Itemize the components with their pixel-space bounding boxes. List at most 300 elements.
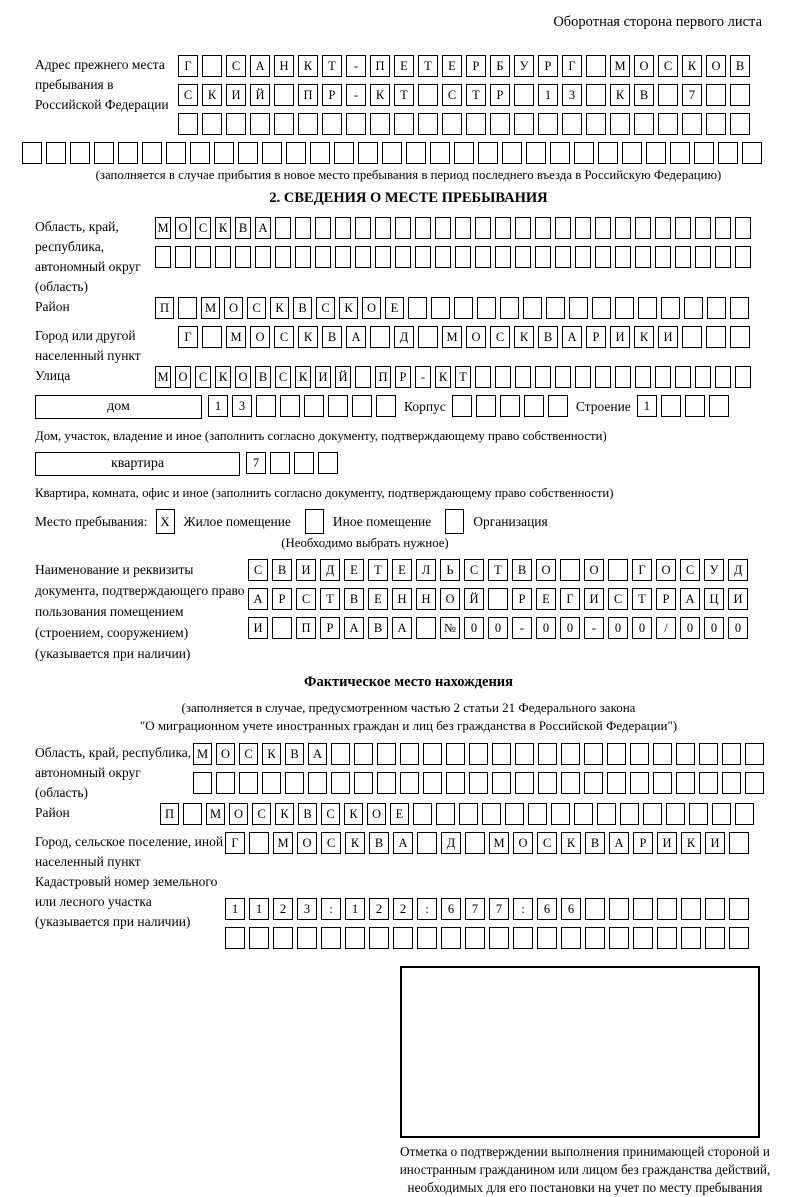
char-box[interactable] <box>413 803 432 825</box>
char-box[interactable]: И <box>705 832 725 854</box>
char-box[interactable] <box>658 84 678 106</box>
char-box[interactable]: О <box>224 297 243 319</box>
char-box[interactable]: С <box>490 326 510 348</box>
char-box[interactable]: Р <box>395 366 411 388</box>
char-box[interactable] <box>555 366 571 388</box>
char-box[interactable] <box>455 217 471 239</box>
char-box[interactable] <box>730 326 750 348</box>
char-box[interactable]: С <box>195 217 211 239</box>
char-box[interactable]: Г <box>225 832 245 854</box>
char-box[interactable]: И <box>728 588 748 610</box>
char-box[interactable] <box>515 366 531 388</box>
char-box[interactable]: П <box>296 617 316 639</box>
char-box[interactable]: К <box>262 743 281 765</box>
char-box[interactable] <box>415 217 431 239</box>
char-box[interactable] <box>595 366 611 388</box>
char-box[interactable] <box>742 142 762 164</box>
char-box[interactable]: С <box>178 84 198 106</box>
char-box[interactable]: Г <box>562 55 582 77</box>
char-box[interactable] <box>561 743 580 765</box>
char-box[interactable] <box>393 927 413 949</box>
char-box[interactable] <box>523 297 542 319</box>
char-box[interactable] <box>465 832 485 854</box>
char-box[interactable]: М <box>193 743 212 765</box>
char-box[interactable] <box>633 927 653 949</box>
char-box[interactable]: И <box>296 559 316 581</box>
char-box[interactable]: Т <box>455 366 471 388</box>
char-box[interactable] <box>331 743 350 765</box>
char-box[interactable] <box>331 772 350 794</box>
char-box[interactable] <box>294 452 314 474</box>
char-box[interactable] <box>190 142 210 164</box>
char-box[interactable] <box>308 772 327 794</box>
char-box[interactable]: Ц <box>704 588 724 610</box>
char-box[interactable]: М <box>489 832 509 854</box>
char-box[interactable]: И <box>658 326 678 348</box>
char-box[interactable]: 2 <box>393 898 413 920</box>
char-box[interactable] <box>216 772 235 794</box>
char-box[interactable]: 7 <box>246 452 266 474</box>
char-box[interactable] <box>515 772 534 794</box>
char-box[interactable] <box>548 395 568 417</box>
char-box[interactable] <box>538 743 557 765</box>
char-box[interactable]: К <box>345 832 365 854</box>
char-box[interactable] <box>298 113 318 135</box>
char-box[interactable] <box>442 113 462 135</box>
char-box[interactable] <box>670 142 690 164</box>
char-box[interactable]: Т <box>394 84 414 106</box>
char-box[interactable] <box>730 297 749 319</box>
char-box[interactable] <box>492 743 511 765</box>
char-box[interactable] <box>608 559 628 581</box>
char-box[interactable] <box>676 772 695 794</box>
char-box[interactable] <box>166 142 186 164</box>
char-box[interactable]: - <box>584 617 604 639</box>
char-box[interactable]: С <box>296 588 316 610</box>
char-box[interactable]: 7 <box>489 898 509 920</box>
char-box[interactable] <box>569 297 588 319</box>
char-box[interactable]: В <box>344 588 364 610</box>
char-box[interactable]: О <box>229 803 248 825</box>
char-box[interactable] <box>555 246 571 268</box>
char-box[interactable] <box>285 772 304 794</box>
char-box[interactable] <box>202 55 222 77</box>
char-box[interactable] <box>653 743 672 765</box>
char-box[interactable] <box>375 217 391 239</box>
char-box[interactable] <box>376 395 396 417</box>
char-box[interactable]: - <box>346 84 366 106</box>
char-box[interactable]: 0 <box>488 617 508 639</box>
char-box[interactable] <box>280 395 300 417</box>
char-box[interactable] <box>630 743 649 765</box>
char-box[interactable] <box>514 113 534 135</box>
char-box[interactable]: К <box>682 55 702 77</box>
char-box[interactable] <box>249 927 269 949</box>
char-box[interactable] <box>408 297 427 319</box>
char-box[interactable] <box>595 217 611 239</box>
char-box[interactable] <box>435 246 451 268</box>
char-box[interactable] <box>335 217 351 239</box>
char-box[interactable] <box>431 297 450 319</box>
char-box[interactable]: Т <box>320 588 340 610</box>
char-box[interactable] <box>675 246 691 268</box>
char-box[interactable] <box>286 142 306 164</box>
char-box[interactable] <box>335 246 351 268</box>
char-box[interactable] <box>575 246 591 268</box>
char-box[interactable]: Г <box>178 55 198 77</box>
char-box[interactable] <box>722 772 741 794</box>
char-box[interactable] <box>354 772 373 794</box>
char-box[interactable]: А <box>393 832 413 854</box>
char-box[interactable] <box>515 217 531 239</box>
char-box[interactable]: 6 <box>561 898 581 920</box>
char-box[interactable] <box>492 772 511 794</box>
char-box[interactable] <box>681 927 701 949</box>
char-box[interactable] <box>352 395 372 417</box>
char-box[interactable]: Д <box>728 559 748 581</box>
char-box[interactable] <box>584 772 603 794</box>
char-box[interactable] <box>418 113 438 135</box>
char-box[interactable] <box>452 395 472 417</box>
char-box[interactable] <box>694 142 714 164</box>
char-box[interactable]: Н <box>416 588 436 610</box>
char-box[interactable]: Г <box>178 326 198 348</box>
char-box[interactable] <box>273 927 293 949</box>
char-box[interactable]: О <box>656 559 676 581</box>
char-box[interactable] <box>355 246 371 268</box>
char-box[interactable] <box>586 113 606 135</box>
char-box[interactable] <box>699 743 718 765</box>
char-box[interactable]: С <box>247 297 266 319</box>
char-box[interactable]: У <box>514 55 534 77</box>
char-box[interactable] <box>318 452 338 474</box>
char-box[interactable]: Г <box>560 588 580 610</box>
char-box[interactable] <box>551 803 570 825</box>
char-box[interactable]: 1 <box>637 395 657 417</box>
char-box[interactable]: Е <box>392 559 412 581</box>
char-box[interactable] <box>178 297 197 319</box>
char-box[interactable]: 2 <box>369 898 389 920</box>
char-box[interactable] <box>661 395 681 417</box>
char-box[interactable] <box>535 217 551 239</box>
char-box[interactable]: М <box>155 217 171 239</box>
char-box[interactable] <box>560 559 580 581</box>
char-box[interactable]: К <box>202 84 222 106</box>
char-box[interactable]: М <box>201 297 220 319</box>
char-box[interactable] <box>304 395 324 417</box>
char-box[interactable] <box>706 326 726 348</box>
char-box[interactable]: П <box>370 55 390 77</box>
char-box[interactable]: В <box>235 217 251 239</box>
char-box[interactable]: О <box>235 366 251 388</box>
char-box[interactable]: / <box>656 617 676 639</box>
char-box[interactable] <box>706 113 726 135</box>
char-box[interactable] <box>488 588 508 610</box>
char-box[interactable] <box>722 743 741 765</box>
char-box[interactable] <box>653 772 672 794</box>
char-box[interactable] <box>142 142 162 164</box>
char-box[interactable]: Й <box>335 366 351 388</box>
char-box[interactable] <box>476 395 496 417</box>
char-box[interactable] <box>416 617 436 639</box>
char-box[interactable] <box>550 142 570 164</box>
char-box[interactable]: К <box>561 832 581 854</box>
char-box[interactable]: П <box>160 803 179 825</box>
char-box[interactable] <box>469 743 488 765</box>
char-box[interactable] <box>718 142 738 164</box>
char-box[interactable]: 7 <box>682 84 702 106</box>
char-box[interactable]: 1 <box>249 898 269 920</box>
char-box[interactable] <box>643 803 662 825</box>
char-box[interactable]: К <box>215 217 231 239</box>
char-box[interactable] <box>715 366 731 388</box>
char-box[interactable] <box>118 142 138 164</box>
char-box[interactable]: Е <box>368 588 388 610</box>
char-box[interactable] <box>455 246 471 268</box>
char-box[interactable] <box>295 217 311 239</box>
char-box[interactable] <box>195 246 211 268</box>
char-box[interactable] <box>226 113 246 135</box>
char-box[interactable] <box>178 113 198 135</box>
char-box[interactable] <box>346 113 366 135</box>
char-box[interactable]: 1 <box>225 898 245 920</box>
char-box[interactable] <box>634 113 654 135</box>
char-box[interactable] <box>418 326 438 348</box>
char-box[interactable] <box>609 927 629 949</box>
char-box[interactable] <box>477 297 496 319</box>
char-box[interactable]: Р <box>322 84 342 106</box>
char-box[interactable] <box>406 142 426 164</box>
char-box[interactable]: Е <box>536 588 556 610</box>
char-box[interactable] <box>715 217 731 239</box>
char-box[interactable]: К <box>610 84 630 106</box>
char-box[interactable]: А <box>248 588 268 610</box>
char-box[interactable] <box>400 743 419 765</box>
char-box[interactable]: О <box>706 55 726 77</box>
char-box[interactable]: 3 <box>232 395 252 417</box>
char-box[interactable]: П <box>375 366 391 388</box>
char-box[interactable] <box>538 772 557 794</box>
char-box[interactable]: Г <box>632 559 652 581</box>
char-box[interactable] <box>295 246 311 268</box>
char-box[interactable] <box>475 246 491 268</box>
char-box[interactable]: О <box>440 588 460 610</box>
char-box[interactable] <box>574 142 594 164</box>
char-box[interactable] <box>730 84 750 106</box>
char-box[interactable] <box>595 246 611 268</box>
char-box[interactable]: Е <box>394 55 414 77</box>
char-box[interactable] <box>482 803 501 825</box>
char-box[interactable]: С <box>248 559 268 581</box>
char-box[interactable] <box>377 772 396 794</box>
char-box[interactable] <box>355 366 371 388</box>
char-box[interactable] <box>615 217 631 239</box>
char-box[interactable]: - <box>512 617 532 639</box>
char-box[interactable]: С <box>464 559 484 581</box>
char-box[interactable]: И <box>584 588 604 610</box>
char-box[interactable] <box>446 772 465 794</box>
char-box[interactable] <box>745 743 764 765</box>
char-box[interactable] <box>685 395 705 417</box>
char-box[interactable] <box>655 217 671 239</box>
char-box[interactable]: К <box>270 297 289 319</box>
char-box[interactable] <box>297 927 317 949</box>
char-box[interactable] <box>22 142 42 164</box>
char-box[interactable]: Р <box>272 588 292 610</box>
char-box[interactable]: А <box>392 617 412 639</box>
char-box[interactable]: 0 <box>560 617 580 639</box>
char-box[interactable] <box>394 113 414 135</box>
char-box[interactable] <box>214 142 234 164</box>
char-box[interactable] <box>355 217 371 239</box>
char-box[interactable] <box>538 113 558 135</box>
char-box[interactable]: 3 <box>562 84 582 106</box>
char-box[interactable]: Т <box>418 55 438 77</box>
checkbox-inoe[interactable] <box>305 509 324 534</box>
char-box[interactable] <box>423 772 442 794</box>
char-box[interactable]: А <box>255 217 271 239</box>
char-box[interactable]: О <box>367 803 386 825</box>
char-box[interactable] <box>495 246 511 268</box>
char-box[interactable] <box>328 395 348 417</box>
char-box[interactable]: Й <box>464 588 484 610</box>
char-box[interactable] <box>500 395 520 417</box>
char-box[interactable] <box>695 246 711 268</box>
char-box[interactable]: В <box>585 832 605 854</box>
char-box[interactable]: О <box>536 559 556 581</box>
char-box[interactable] <box>712 803 731 825</box>
char-box[interactable]: К <box>344 803 363 825</box>
char-box[interactable] <box>546 297 565 319</box>
char-box[interactable] <box>382 142 402 164</box>
char-box[interactable] <box>322 113 342 135</box>
char-box[interactable] <box>238 142 258 164</box>
char-box[interactable] <box>615 246 631 268</box>
char-box[interactable] <box>315 217 331 239</box>
char-box[interactable]: В <box>538 326 558 348</box>
char-box[interactable]: 1 <box>345 898 365 920</box>
char-box[interactable] <box>607 772 626 794</box>
char-box[interactable] <box>689 803 708 825</box>
char-box[interactable] <box>395 217 411 239</box>
char-box[interactable]: О <box>175 217 191 239</box>
char-box[interactable]: Н <box>274 55 294 77</box>
char-box[interactable]: Р <box>656 588 676 610</box>
char-box[interactable] <box>377 743 396 765</box>
char-box[interactable] <box>537 927 557 949</box>
char-box[interactable] <box>430 142 450 164</box>
char-box[interactable] <box>262 142 282 164</box>
char-box[interactable] <box>609 898 629 920</box>
char-box[interactable] <box>561 772 580 794</box>
char-box[interactable] <box>454 297 473 319</box>
char-box[interactable]: Т <box>322 55 342 77</box>
char-box[interactable]: Н <box>392 588 412 610</box>
char-box[interactable] <box>705 927 725 949</box>
char-box[interactable] <box>695 217 711 239</box>
char-box[interactable]: К <box>298 326 318 348</box>
char-box[interactable]: Ь <box>440 559 460 581</box>
char-box[interactable]: 2 <box>273 898 293 920</box>
char-box[interactable] <box>635 217 651 239</box>
char-box[interactable]: В <box>293 297 312 319</box>
char-box[interactable] <box>610 113 630 135</box>
char-box[interactable] <box>574 803 593 825</box>
char-box[interactable] <box>657 898 677 920</box>
char-box[interactable] <box>682 113 702 135</box>
char-box[interactable]: О <box>297 832 317 854</box>
char-box[interactable] <box>415 246 431 268</box>
char-box[interactable]: 0 <box>632 617 652 639</box>
char-box[interactable]: Т <box>632 588 652 610</box>
char-box[interactable] <box>435 217 451 239</box>
char-box[interactable]: Р <box>586 326 606 348</box>
char-box[interactable] <box>459 803 478 825</box>
char-box[interactable]: А <box>346 326 366 348</box>
char-box[interactable]: Е <box>442 55 462 77</box>
char-box[interactable] <box>598 142 618 164</box>
char-box[interactable] <box>658 113 678 135</box>
char-box[interactable]: Р <box>633 832 653 854</box>
char-box[interactable]: С <box>195 366 211 388</box>
char-box[interactable]: К <box>435 366 451 388</box>
char-box[interactable] <box>500 297 519 319</box>
char-box[interactable] <box>681 898 701 920</box>
char-box[interactable] <box>586 55 606 77</box>
char-box[interactable]: 0 <box>704 617 724 639</box>
char-box[interactable]: В <box>255 366 271 388</box>
char-box[interactable] <box>684 297 703 319</box>
char-box[interactable] <box>592 297 611 319</box>
char-box[interactable]: М <box>273 832 293 854</box>
char-box[interactable] <box>478 142 498 164</box>
char-box[interactable]: 0 <box>680 617 700 639</box>
char-box[interactable]: К <box>370 84 390 106</box>
char-box[interactable]: М <box>442 326 462 348</box>
char-box[interactable]: Т <box>368 559 388 581</box>
char-box[interactable]: С <box>608 588 628 610</box>
char-box[interactable] <box>635 366 651 388</box>
char-box[interactable] <box>515 246 531 268</box>
char-box[interactable] <box>417 927 437 949</box>
char-box[interactable]: О <box>584 559 604 581</box>
char-box[interactable]: Д <box>394 326 414 348</box>
char-box[interactable] <box>275 246 291 268</box>
char-box[interactable] <box>202 326 222 348</box>
char-box[interactable] <box>635 246 651 268</box>
char-box[interactable]: : <box>417 898 437 920</box>
char-box[interactable] <box>666 803 685 825</box>
char-box[interactable] <box>730 113 750 135</box>
char-box[interactable] <box>745 772 764 794</box>
char-box[interactable] <box>418 84 438 106</box>
char-box[interactable] <box>515 743 534 765</box>
char-box[interactable]: 0 <box>464 617 484 639</box>
char-box[interactable]: В <box>298 803 317 825</box>
char-box[interactable]: Р <box>466 55 486 77</box>
char-box[interactable]: С <box>537 832 557 854</box>
char-box[interactable] <box>646 142 666 164</box>
char-box[interactable] <box>585 927 605 949</box>
char-box[interactable]: В <box>368 617 388 639</box>
char-box[interactable]: Е <box>344 559 364 581</box>
char-box[interactable]: Б <box>490 55 510 77</box>
char-box[interactable]: 0 <box>536 617 556 639</box>
char-box[interactable] <box>250 113 270 135</box>
char-box[interactable]: К <box>295 366 311 388</box>
char-box[interactable]: Е <box>390 803 409 825</box>
char-box[interactable] <box>705 898 725 920</box>
